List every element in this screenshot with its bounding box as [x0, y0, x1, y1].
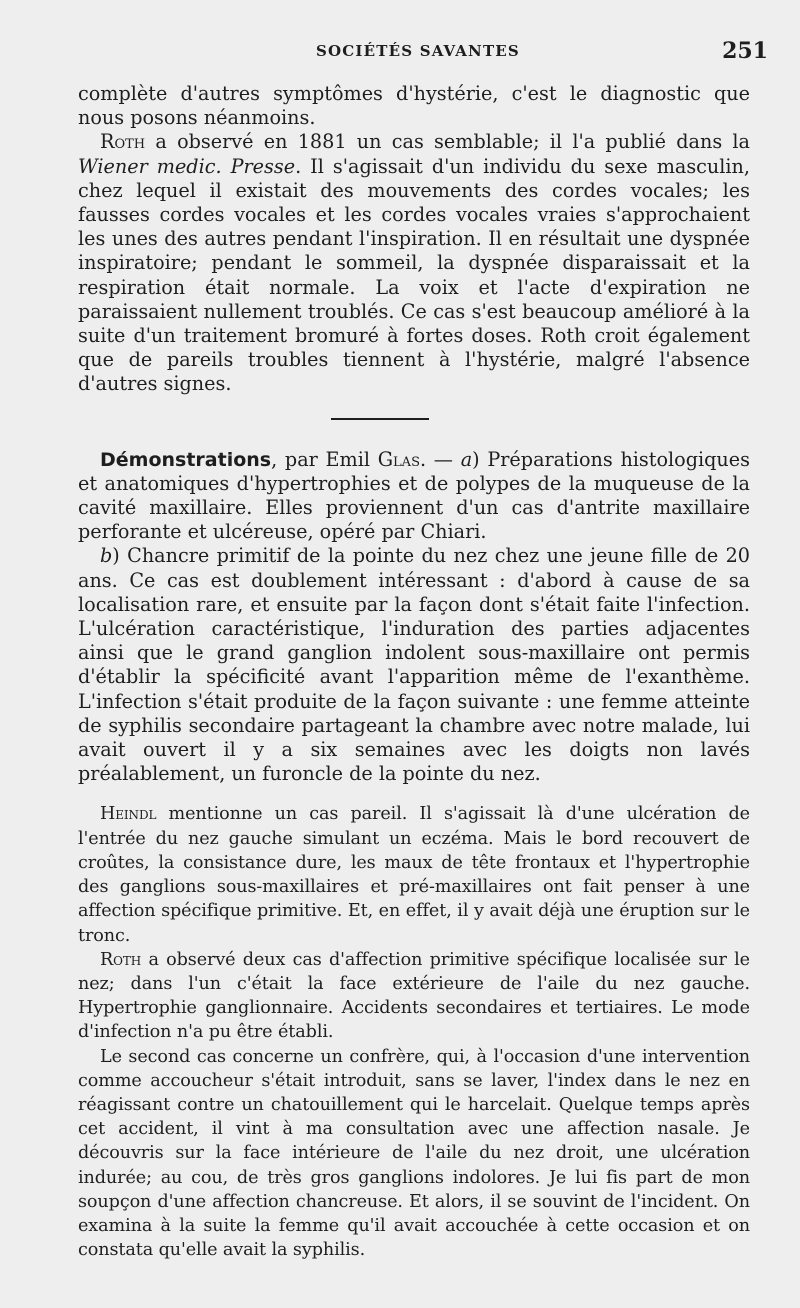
paragraph-text: ) Préparations histologiques et anatomiques d'hypertrophies et de polypes de la muqueuse de la cavité maxillaire. Elles proviennent d'un cas d'antrite maxillaire perforante et ulcéreuse, opéré par Chiari. [78, 447, 750, 544]
paragraph-roth-cases [78, 948, 750, 1045]
paragraph-continuation: complète d'autres symptômes d'hystérie, c'est le diagnostic que nous posons néanmoins. [78, 82, 750, 130]
paragraph-text: . — [419, 447, 461, 471]
section-heading: Démonstrations [100, 448, 272, 471]
running-title: SOCIÉTÉS SAVANTES [316, 42, 520, 60]
item-label: a [460, 447, 473, 471]
paragraph-text: a observé deux cas d'affection primitive spécifique localisée sur le nez; dans l'un c'était la face extérieure de l'aile du nez gauche. Hypertrophie ganglionnaire. Accidents secondaires et tertiaires. Le mode d'infection n'a pu être établi. [78, 949, 750, 1043]
paragraph-second-case: Le second cas concerne un confrère, qui, à l'occasion d'une intervention comme accoucheur s'était introduit, sans se laver, l'index dans le nez en réagissant contre un chatouillement qui le harcelait. Quelque temps après cet accident, il vint à ma consultation avec une affection nasale. Je découvris sur la face intérieure de l'aile du nez droit, une ulcération indurée; au cou, de très gros ganglions indolores. Je lui fis part de mon soupçon d'une affection chancreuse. Et alors, il se souvint de l'incident. On examina à la suite la femme qu'il avait accouchée à cette occasion et on constata qu'elle avait la syphilis. [78, 1046, 750, 1261]
paragraph-heindl [78, 802, 750, 947]
author-name: Roth [100, 949, 142, 970]
paragraph-text: ) Chancre primitif de la pointe du nez chez une jeune fille de 20 ans. Ce cas est doublement intéressant : d'abord à cause de sa localisation rare, et ensuite par la façon dont s'était faite l'infection. L'ulcération caractéristique, l'induration des parties adjacentes ainsi que le grand ganglion indolent sous-maxillaire ont permis d'établir la spécificité avant l'apparition même de l'exanthème. L'infection s'était produite de la façon suivante : une femme atteinte de syphilis secondaire partageant la chambre avec notre malade, lui avait ouvert il y a six semaines avec les doigts non lavés préalablement, un furoncle de la pointe du nez. [78, 544, 750, 786]
paragraph-text: a observé en 1881 un cas semblable; il l'a publié dans la [145, 130, 750, 154]
paragraph-demonstrations [78, 448, 750, 545]
page-body [78, 82, 750, 1262]
author-name: Glas [377, 447, 420, 471]
author-name: Heindl [100, 804, 157, 825]
author-name: Roth [100, 130, 146, 154]
paragraph-roth-1881 [78, 130, 750, 396]
page-header [80, 38, 772, 68]
item-label: b [100, 544, 113, 568]
page-number: 251 [722, 38, 768, 64]
paragraph-text: , par Emil [271, 447, 378, 471]
paragraph-text: . Il s'agissait d'un individu du sexe masculin, chez lequel il existait des mouvements des cordes vocales; les fausses cordes vocales et les cordes vocales vraies s'approchaient les unes des autres pendant l'inspiration. Il en résultait une dyspnée inspiratoire; pendant le sommeil, la dyspnée disparaissait et la respiration était normale. La voix et l'acte d'expiration ne paraissaient nullement troublés. Ce cas s'est beaucoup amélioré à la suite d'un traitement bromuré à fortes doses. Roth croit également que de pareils troubles tiennent à l'hystérie, malgré l'absence d'autres signes. [78, 154, 751, 396]
paragraph-text: mentionne un cas pareil. Il s'agissait là d'une ulcération de l'entrée du nez gauche simulant un eczéma. Mais le bord recouvert de croûtes, la consistance dure, les maux de tête frontaux et l'hypertrophie des ganglions sous-maxillaires et pré-maxillaires ont fait penser à une affection spécifique primitive. Et, en effet, il y avait déjà une éruption sur le tronc. [78, 804, 750, 946]
paragraph-chancre [78, 544, 750, 786]
journal-title: Wiener medic. Presse [78, 154, 296, 178]
